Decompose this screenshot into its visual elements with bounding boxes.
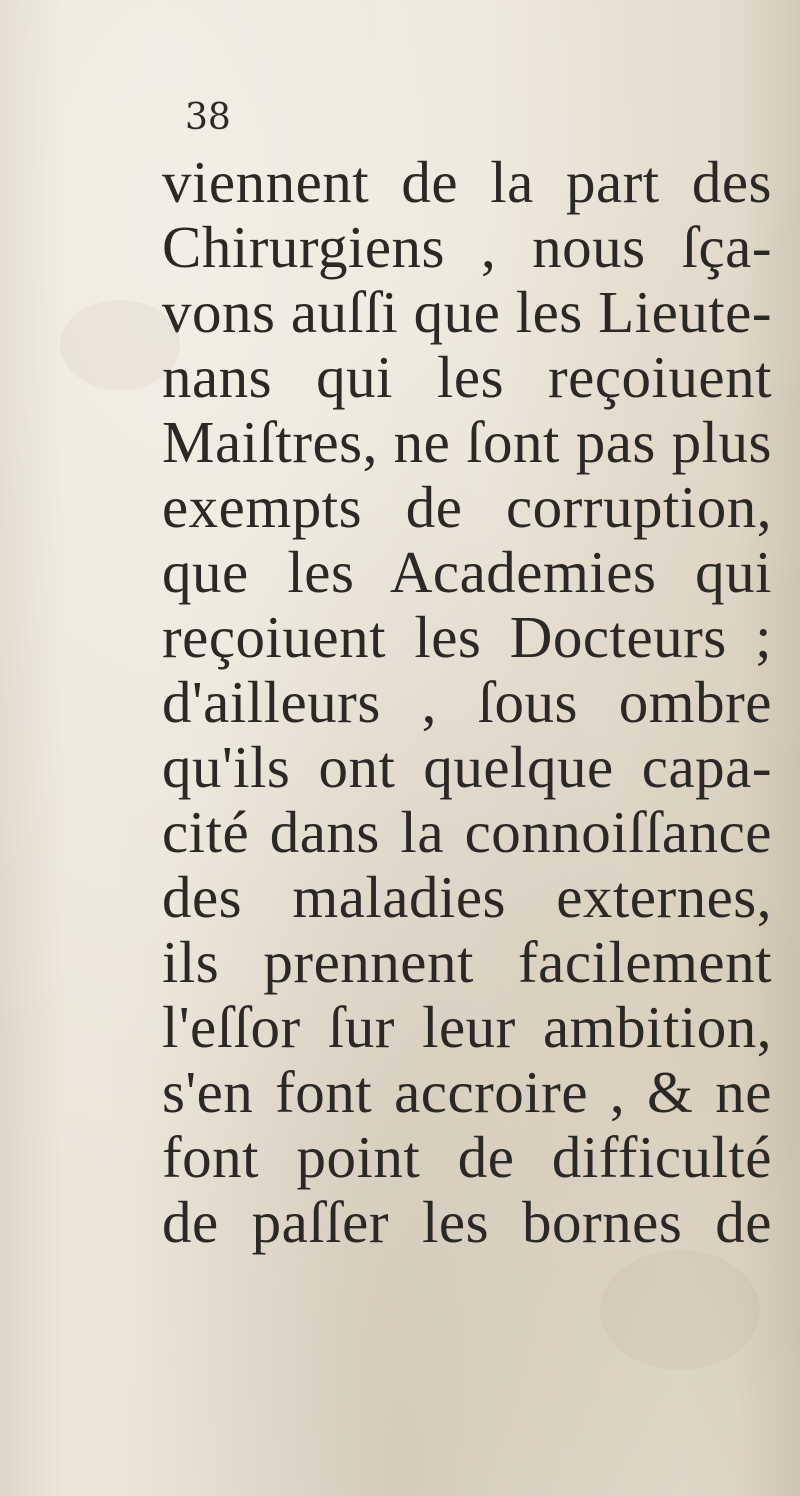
paper-stain xyxy=(600,1250,760,1370)
text-line-14: l'eſſor ſur leur ambition, xyxy=(162,994,772,1060)
text-line-16: font point de difficulté xyxy=(162,1124,772,1190)
text-line-2: Chirurgiens , nous ſça- xyxy=(162,214,772,280)
text-line-11: cité dans la connoiſſance xyxy=(162,799,772,865)
text-line-10: qu'ils ont quelque capa- xyxy=(162,734,772,800)
text-line-3: vons auſſi que les Lieute- xyxy=(162,279,772,345)
body-text xyxy=(162,150,772,1255)
text-line-4: nans qui les reçoiuent xyxy=(162,344,772,410)
text-line-7: que les Academies qui xyxy=(162,539,772,605)
page-number: 38 xyxy=(185,97,231,138)
text-line-1: viennent de la part des xyxy=(162,149,772,215)
text-line-15: s'en font accroire , & ne xyxy=(162,1059,772,1125)
text-line-6: exempts de corruption, xyxy=(162,474,772,540)
text-line-8: reçoiuent les Docteurs ; xyxy=(162,604,772,670)
text-line-9: d'ailleurs , ſous ombre xyxy=(162,669,772,735)
text-line-17: de paſſer les bornes de xyxy=(162,1189,772,1255)
text-line-13: ils prennent facilement xyxy=(162,929,772,995)
text-line-12: des maladies externes, xyxy=(162,864,772,930)
text-line-5: Maiſtres, ne ſont pas plus xyxy=(162,409,772,475)
